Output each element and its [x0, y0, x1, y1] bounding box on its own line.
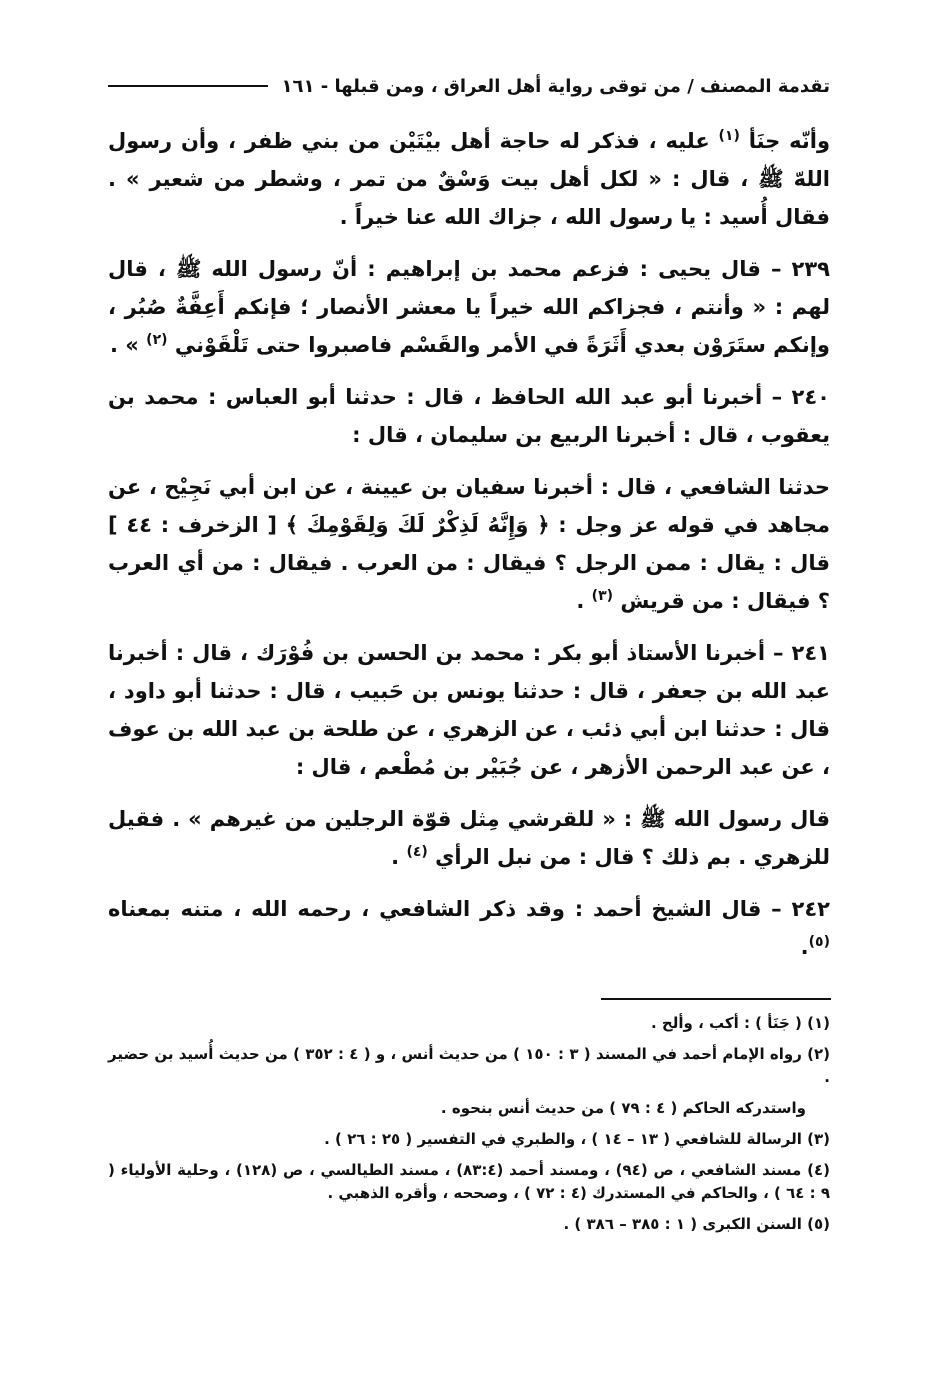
paragraph-240	[108, 378, 830, 454]
paragraph-241-body	[108, 800, 830, 876]
paragraph-text: ٢٣٩ – قال يحيى : فزعم محمد بن إبراهيم : أنّ رسول الله ﷺ ، قال لهم : « وأنتم ، فجزاكم الله خيراً يا معشر الأنصار ؛ فإنكم أَعِفَّةٌ صُبُر ، وإنكم ستَرَوْن بعدي أَثَرَةً في الأمر والقَسْم فاصبروا حتى تَلْقَوْني	[108, 257, 830, 357]
footnote-4: (٤) مسند الشافعي ، ص (٩٤) ، ومسند أحمد (٨٣:٤) ، مسند الطيالسي ، ص (١٢٨) ، وحلية الأولياء ( ٩ : ٦٤ ) ، والحاكم في المستدرك (٤ : ٧٢ ) ، وصححه ، وأقره الذهبي .	[108, 1161, 830, 1202]
paragraph-239	[108, 250, 830, 364]
paragraph-240-body	[108, 468, 830, 620]
paragraph-text: ٢٤١ – أخبرنا الأستاذ أبو بكر : محمد بن الحسن بن فُوْرَك ، قال : أخبرنا عبد الله بن جعفر ، قال : حدثنا يونس بن حَبيب ، قال : حدثنا أبو داود ، قال : حدثنا ابن أبي ذئب ، عن الزهري ، عن طلحة بن عبد الله بن عوف ، عن عبد الرحمن الأزهر ، عن جُبَيْر بن مُطْعم ، قال :	[108, 641, 830, 779]
paragraph-1	[108, 122, 830, 236]
paragraph-text: ٢٤٠ – أخبرنا أبو عبد الله الحافظ ، قال : حدثنا أبو العباس : محمد بن يعقوب ، قال : أخبرنا الربيع بن سليمان ، قال :	[108, 385, 830, 447]
paragraph-text: ٢٤٢ – قال الشيخ أحمد : وقد ذكر الشافعي ، رحمه الله ، متنه بمعناه	[108, 897, 830, 921]
footnote-3: (٣) الرسالة للشافعي ( ١٣ – ١٤ ) ، والطبري في التفسير ( ٢٥ : ٢٦ ) .	[324, 1130, 830, 1148]
footnote-ref: (٣)	[591, 588, 614, 604]
paragraph-text: عليه ، فذكر له حاجة أهل بيْتَيْن من بني ظفر ، وأن رسول اللهّ ﷺ ، قال : « لكل أهل بيت وَسْقٌ من تمر ، وشطر من شعير » . فقال أُسيد : يا رسول الله ، جزاك الله عنا خيراً .	[108, 129, 830, 229]
main-text	[108, 122, 830, 980]
paragraph-text: حدثنا الشافعي ، قال : أخبرنا سفيان بن عيينة ، عن ابن أبي نَجِيْح ، عن مجاهد في قوله عز وجل : ﴿ وَإِنَّهُ لَذِكْرٌ لَكَ وَلِقَوْمِكَ ﴾ [ الزخرف : ٤٤ ] قال : يقال : ممن الرجل ؟ فيقال : من العرب . فيقال : من أي العرب ؟ فيقال : من قريش	[108, 475, 830, 613]
footnote-ref: (٢)	[146, 332, 168, 348]
footnote-ref: (٤)	[406, 844, 428, 860]
running-title: تقدمة المصنف / من توقى رواية أهل العراق ، ومن قبلها - ١٦١	[281, 75, 830, 97]
paragraph-text: .	[391, 845, 407, 869]
footnotes	[108, 1012, 830, 1244]
paragraph-text: .	[576, 589, 592, 613]
footnote-5: (٥) السنن الكبرى ( ١ : ٣٨٥ – ٣٨٦ ) .	[563, 1215, 830, 1233]
footnote-separator	[601, 998, 831, 1000]
header-rule	[108, 85, 268, 87]
footnote-2: (٢) رواه الإمام أحمد في المسند ( ٣ : ١٥٠ ) من حديث أنس ، و ( ٤ : ٣٥٢ ) من حديث أُسيد بن حضير .	[108, 1045, 830, 1086]
paragraph-text: وأنّه جنَأ	[739, 129, 830, 153]
footnote-ref: (٥)	[808, 934, 830, 950]
paragraph-text: قال رسول الله ﷺ : « للقرشي مِثل قوّة الرجلين من غيرهم » . فقيل للزهري . بم ذلك ؟ قال : من نبل الرأي	[108, 807, 830, 869]
paragraph-text: » .	[109, 333, 147, 357]
paragraph-241	[108, 634, 830, 786]
running-header	[108, 70, 830, 102]
paragraph-242	[108, 890, 830, 966]
paragraph-text: .	[800, 935, 809, 959]
footnote-ref: (١)	[718, 128, 740, 144]
footnote-1: (١) ( جَنَأ ) : أكب ، وألح .	[651, 1014, 830, 1032]
footnote-2-continued: واستدركه الحاكم ( ٤ : ٧٩ ) من حديث أنس بنحوه .	[440, 1099, 806, 1117]
